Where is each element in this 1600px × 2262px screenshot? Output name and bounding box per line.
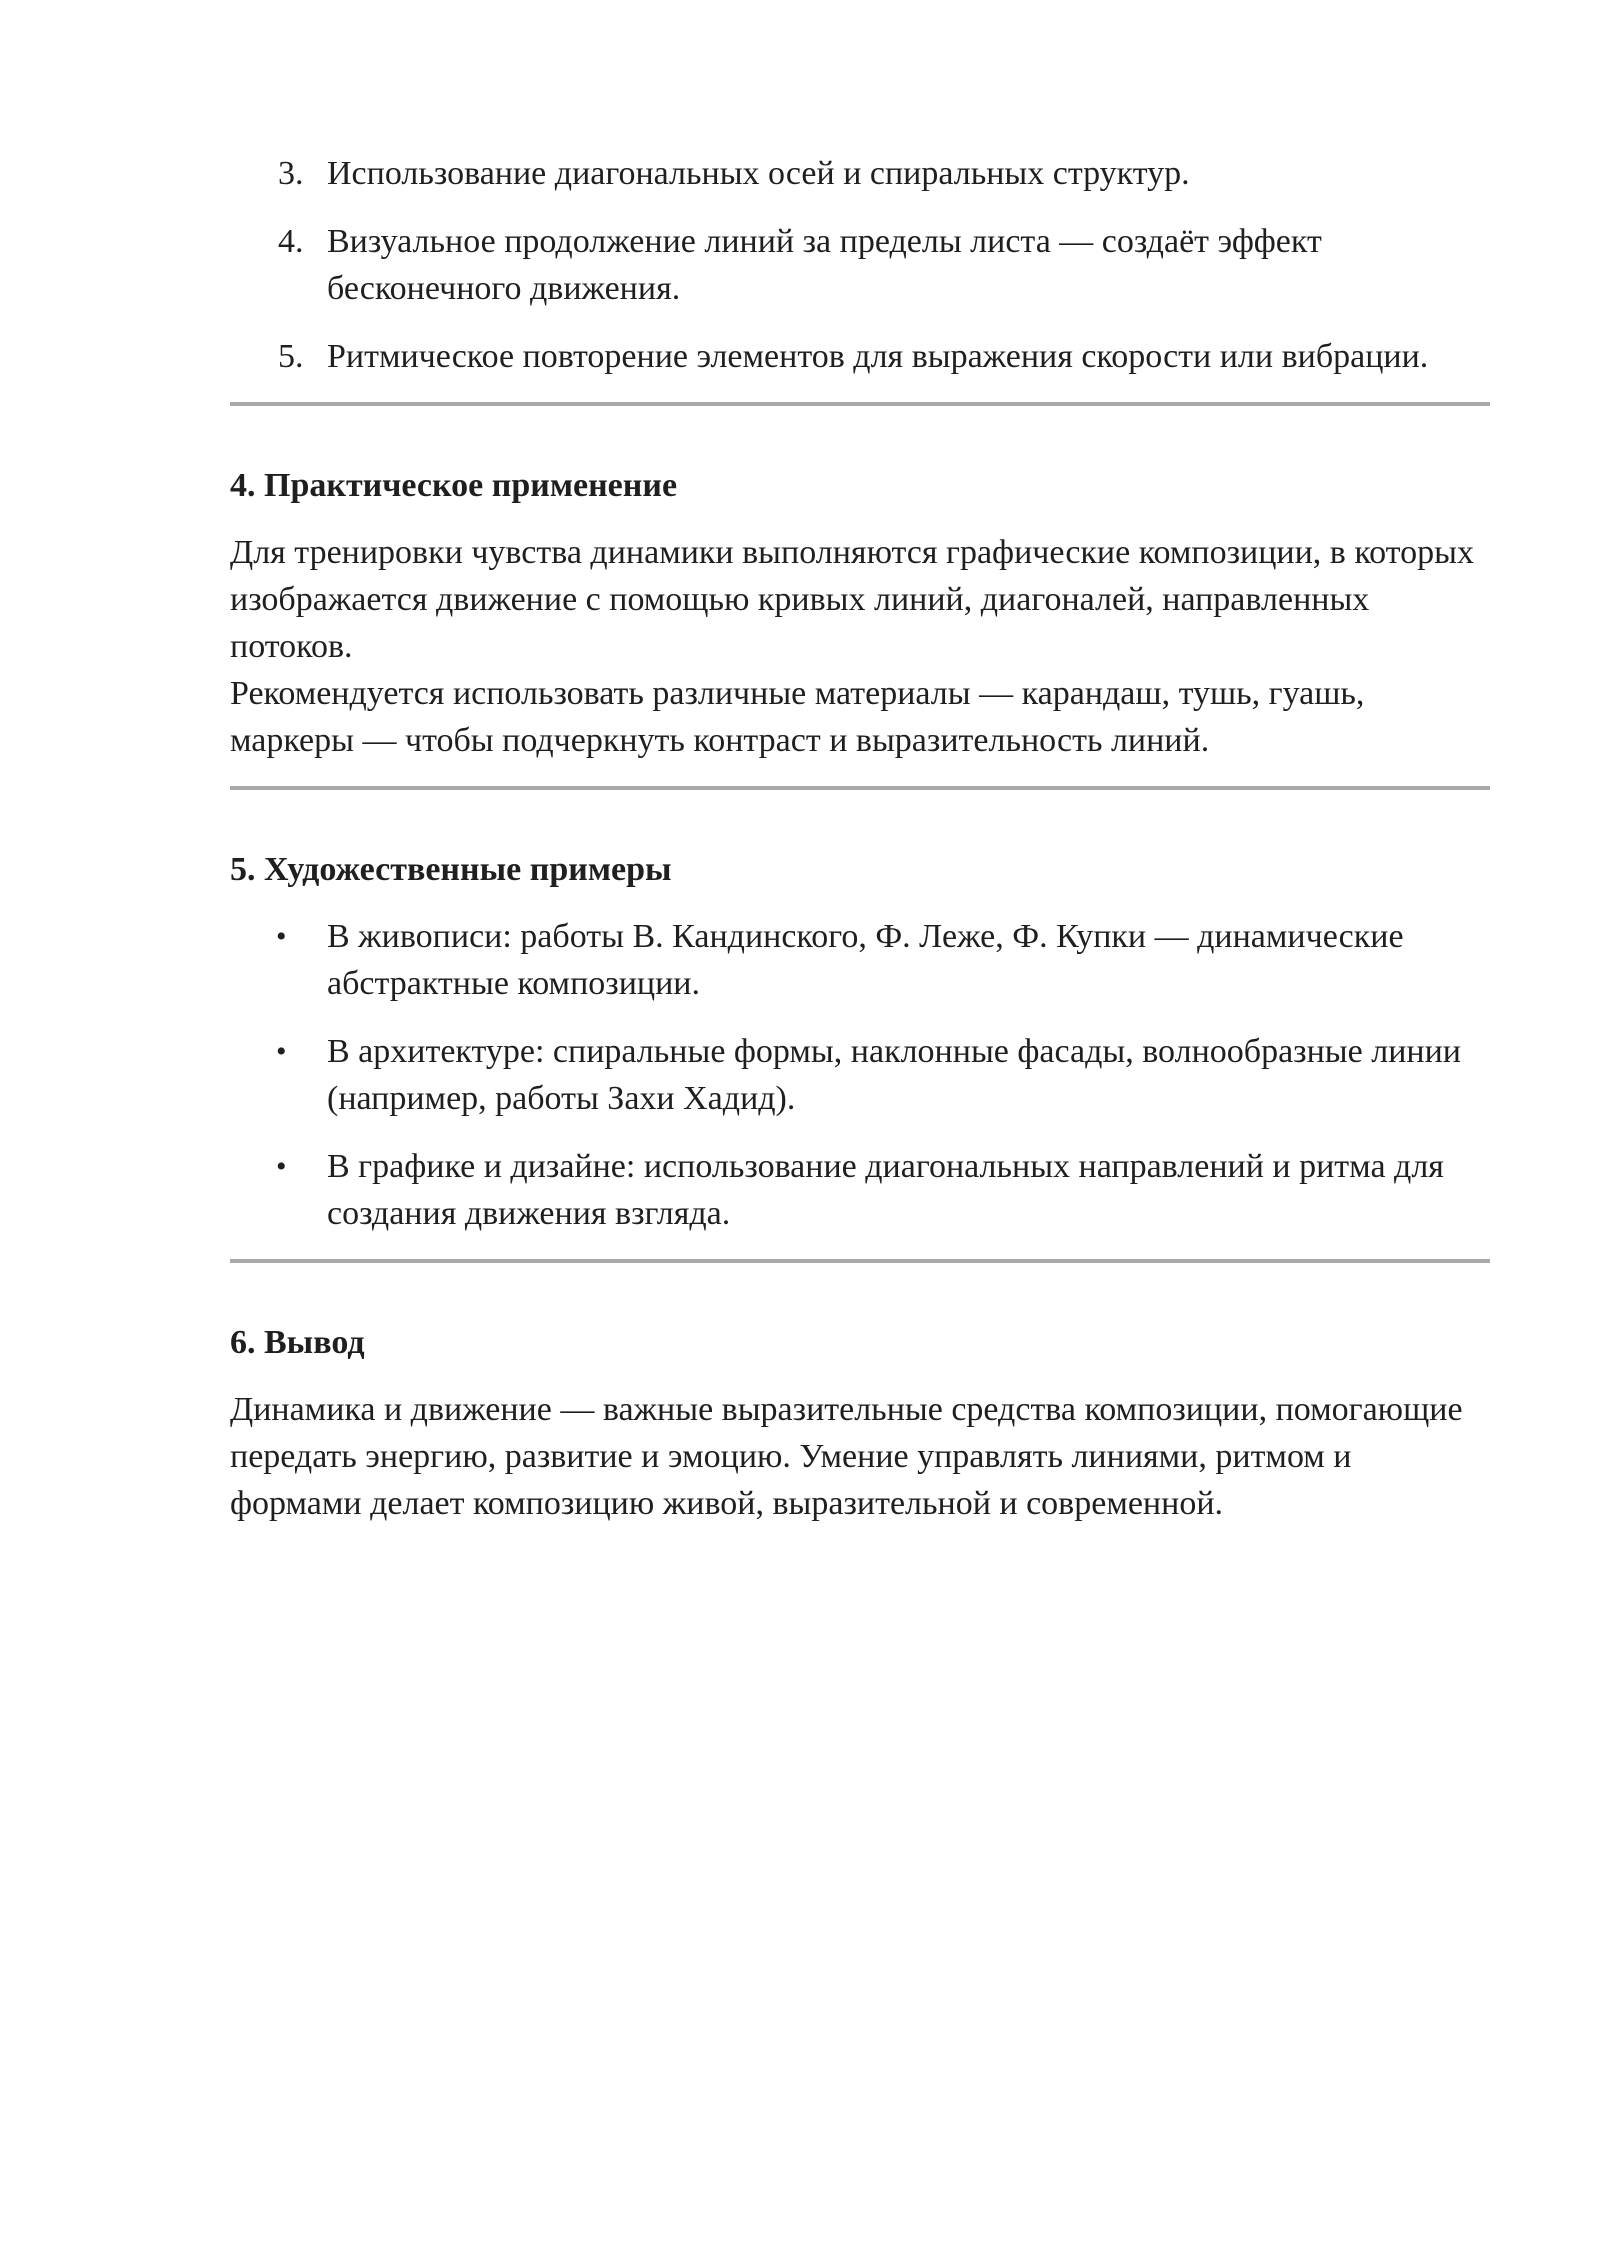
list-item (230, 1143, 1490, 1237)
section-heading-art-examples: 5. Художественные примеры (230, 851, 672, 888)
list-item (230, 218, 1490, 312)
conclusion-paragraph: Динамика и движение — важные выразительные средства композиции, помогающие передать энергию, развитие и эмоцию. Умение управлять линиями, ритмом и формами делает композицию живой, выразительной и современной. (230, 1391, 1463, 1522)
list-item (230, 1028, 1490, 1122)
list-number: 5. (278, 338, 304, 375)
art-examples-bullet-list (230, 913, 1490, 1237)
section-heading-conclusion: 6. Вывод (230, 1324, 365, 1361)
list-item (230, 333, 1490, 380)
paragraph-text: Рекомендуется использовать различные материалы — карандаш, тушь, гуашь, маркеры — чтобы подчеркнуть контраст и выразительность линий. (230, 675, 1365, 759)
list-item-text: Визуальное продолжение линий за пределы листа — создаёт эффект бесконечного движения. (327, 223, 1322, 307)
section-divider (230, 786, 1490, 790)
bullet-icon: • (276, 920, 287, 953)
section-divider (230, 1259, 1490, 1263)
list-item-text: В живописи: работы В. Кандинского, Ф. Леже, Ф. Купки — динамические абстрактные композиции. (327, 918, 1404, 1002)
list-item-text: Использование диагональных осей и спиральных структур. (327, 155, 1190, 192)
section-paragraph (230, 529, 1490, 764)
paragraph-text: Для тренировки чувства динамики выполняются графические композиции, в которых изображается движение с помощью кривых линий, диагоналей, направленных потоков. (230, 534, 1474, 665)
bullet-icon: • (276, 1150, 287, 1183)
list-item-text: Ритмическое повторение элементов для выражения скорости или вибрации. (327, 338, 1429, 375)
document-content (230, 150, 1490, 1527)
section-divider (230, 402, 1490, 406)
section-heading-practical-application: 4. Практическое применение (230, 467, 678, 504)
intro-numbered-list (230, 150, 1490, 380)
list-item-text: В графике и дизайне: использование диагональных направлений и ритма для создания движения взгляда. (327, 1148, 1444, 1232)
list-item (230, 913, 1490, 1007)
list-item-text: В архитектуре: спиральные формы, наклонные фасады, волнообразные линии (например, работы Захи Хадид). (327, 1033, 1461, 1117)
list-number: 4. (278, 223, 304, 260)
list-number: 3. (278, 155, 304, 192)
bullet-icon: • (276, 1035, 287, 1068)
list-item (230, 150, 1490, 197)
